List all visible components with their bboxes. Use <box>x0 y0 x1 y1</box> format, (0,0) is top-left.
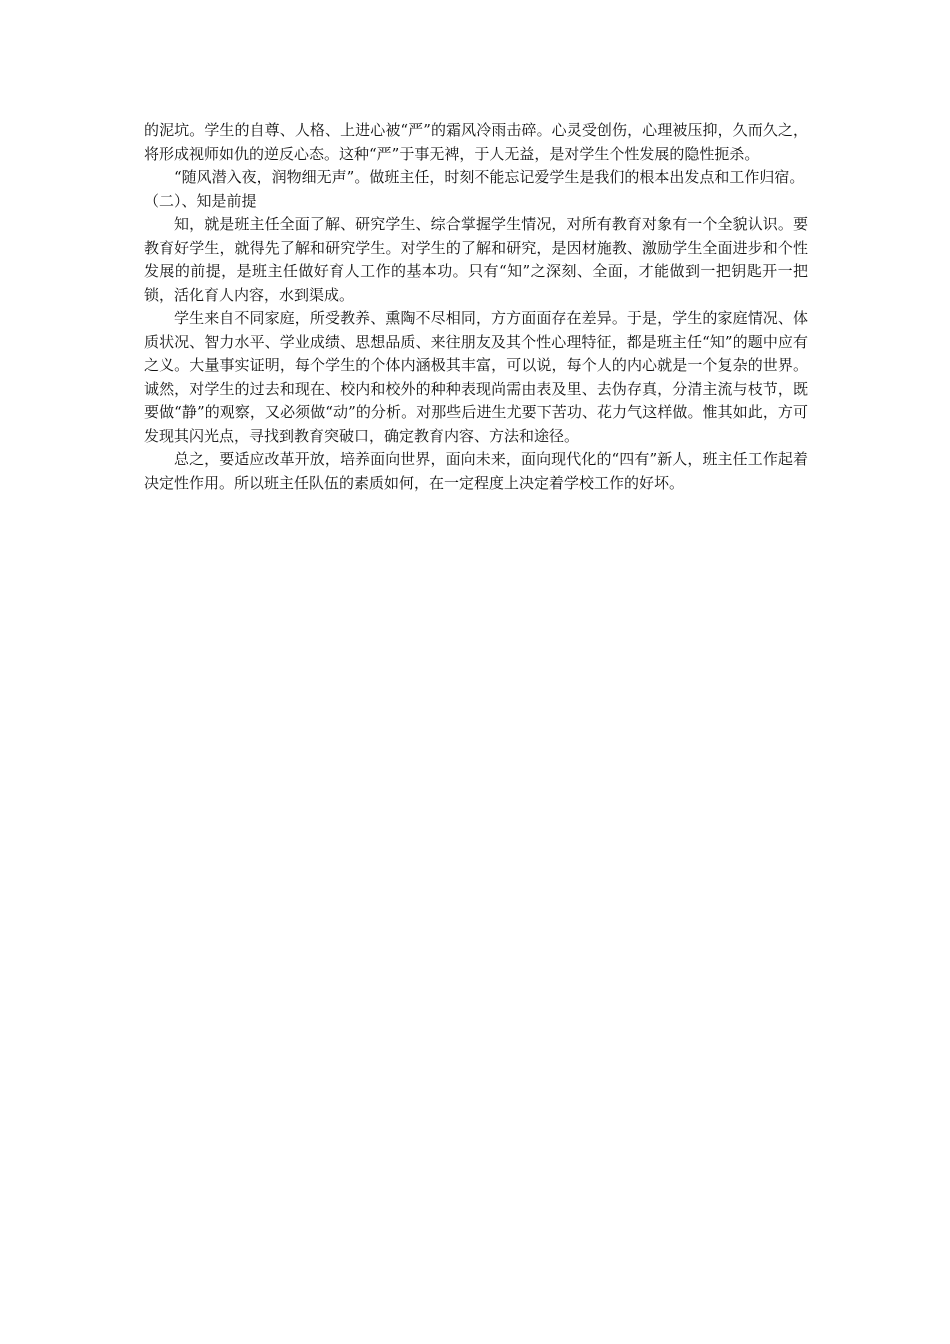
paragraph-knowledge: 知，就是班主任全面了解、研究学生、综合掌握学生情况，对所有教育对象有一个全貌认识。要教育好学生，就得先了解和研究学生。对学生的了解和研究，是因材施教、激励学生全面进步和个性发展的前提，是班主任做好育人工作的基本功。只有“知”之深刻、全面，才能做到一把钥匙开一把锁，活化育人内容，水到渠成。 <box>144 215 808 304</box>
paragraph-quote: “随风潜入夜，润物细无声”。做班主任，时刻不能忘记爱学生是我们的根本出发点和工作归宿。 <box>174 168 805 186</box>
document-body <box>144 119 808 495</box>
paragraph-students: 学生来自不同家庭，所受教养、熏陶不尽相同，方方面面存在差异。于是，学生的家庭情况、体质状况、智力水平、学业成绩、思想品质、来往朋友及其个性心理特征，都是班主任“知”的题中应有之义。大量事实证明，每个学生的个体内涵极其丰富，可以说，每个人的内心就是一个复杂的世界。诚然，对学生的过去和现在、校内和校外的种种表现尚需由表及里、去伪存真，分清主流与枝节，既要做“静”的观察，又必须做“动”的分析。对那些后进生尤要下苦功、花力气这样做。惟其如此，方可发现其闪光点，寻找到教育突破口，确定教育内容、方法和途径。 <box>144 309 808 445</box>
paragraph-continuation: 的泥坑。学生的自尊、人格、上进心被“严”的霜风冷雨击碎。心灵受创伤，心理被压抑，久而久之，将形成视师如仇的逆反心态。这种“严”于事无裨，于人无益，是对学生个性发展的隐性扼杀。 <box>144 121 808 163</box>
section-heading: （二）、知是前提 <box>144 191 257 210</box>
paragraph-conclusion: 总之，要适应改革开放，培养面向世界，面向未来，面向现代化的“四有”新人，班主任工作起着决定性作用。所以班主任队伍的素质如何，在一定程度上决定着学校工作的好坏。 <box>144 450 808 492</box>
